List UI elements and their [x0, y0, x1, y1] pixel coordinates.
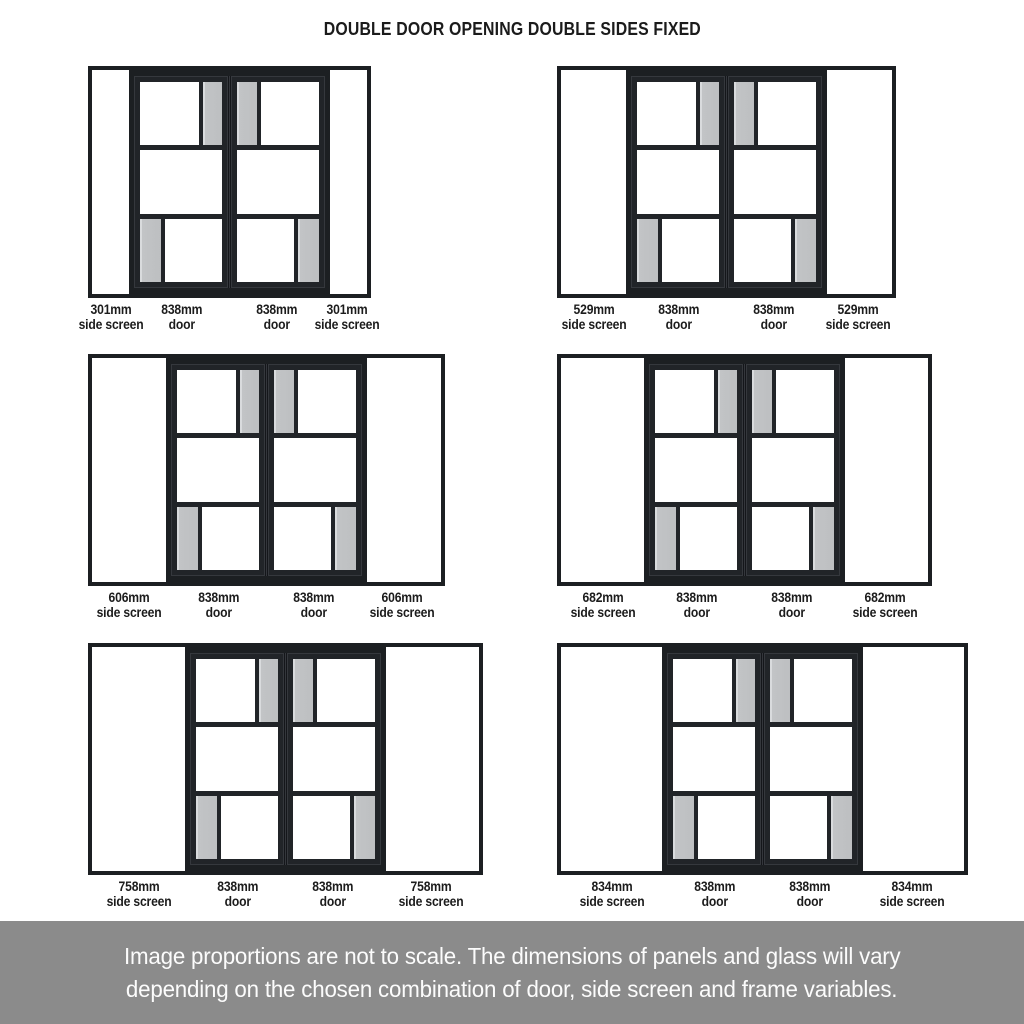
glass-row-bottom [177, 507, 259, 570]
type-text: side screen [852, 604, 918, 620]
type-text: side screen [579, 893, 645, 909]
glass-row-middle [293, 727, 375, 790]
dimension-labels [557, 880, 968, 909]
type-text: side screen [398, 893, 464, 909]
tinted-glass-pane [354, 796, 375, 859]
clear-glass-pane [776, 370, 835, 433]
diagram-682mm-configuration [557, 354, 932, 620]
diagram-529mm-configuration [557, 66, 896, 332]
door-label-cell [134, 303, 229, 332]
side-screen-dimension-label [370, 591, 435, 620]
tinted-glass-pane [293, 659, 313, 722]
glass-row-top [734, 82, 816, 145]
tinted-glass-pane [795, 219, 816, 282]
door-label-cell [229, 303, 324, 332]
tinted-glass-pane [655, 507, 676, 570]
door-leaf-right [764, 653, 858, 865]
side-screen-label-cell [361, 591, 444, 620]
door-label-cell [667, 880, 762, 909]
door-dimension-label [293, 591, 334, 620]
type-text: door [760, 316, 787, 332]
clear-glass-pane [637, 82, 696, 145]
clear-glass-pane [298, 370, 357, 433]
door-leaf-right [728, 76, 822, 288]
side-screen-dimension-label [97, 591, 162, 620]
mm-text: 838mm [216, 879, 258, 894]
side-screen-dimension-label [562, 303, 627, 332]
mm-text: 682mm [582, 590, 624, 605]
door-dimension-label [161, 303, 202, 332]
tinted-glass-pane [770, 659, 790, 722]
clear-glass-pane [165, 219, 222, 282]
tinted-glass-pane [637, 219, 658, 282]
type-text: door [319, 893, 346, 909]
tinted-glass-pane [203, 82, 223, 145]
side-screen-panel-left [561, 70, 626, 294]
dimension-labels [88, 880, 483, 909]
glass-row-middle [673, 727, 755, 790]
dimension-labels [78, 302, 380, 332]
clear-glass-pane [196, 727, 278, 790]
side-screen-panel-left [92, 70, 129, 294]
door-leaf-left [649, 364, 743, 576]
clear-glass-pane [698, 796, 755, 859]
door-label-cell [762, 880, 857, 909]
tinted-glass-pane [736, 659, 756, 722]
type-text: side screen [561, 316, 627, 332]
door-leaf-left [667, 653, 761, 865]
type-text: door [168, 316, 195, 332]
diagram-301mm-configuration [78, 66, 380, 332]
page-title-text: DOUBLE DOOR OPENING DOUBLE SIDES FIXED [323, 19, 701, 39]
tinted-glass-pane [734, 82, 754, 145]
type-text: door [300, 604, 327, 620]
door-dimension-label [676, 591, 717, 620]
side-screen-label-cell [78, 302, 144, 332]
diagram-834mm-configuration [557, 643, 968, 909]
mm-text: 838mm [693, 879, 735, 894]
clear-glass-pane [177, 438, 259, 501]
door-label-cell [631, 303, 726, 332]
type-text: door [665, 316, 692, 332]
diagram-758mm-configuration [88, 643, 483, 909]
tinted-glass-pane [298, 219, 319, 282]
clear-glass-pane [752, 438, 834, 501]
type-text: side screen [570, 604, 636, 620]
door-dimension-label [694, 880, 735, 909]
door-dimension-label [198, 591, 239, 620]
side-screen-panel-left [561, 358, 644, 582]
side-screen-dimension-label [571, 591, 636, 620]
type-text: door [796, 893, 823, 909]
tinted-glass-pane [274, 370, 294, 433]
glass-row-top [752, 370, 834, 433]
mm-text: 834mm [891, 879, 933, 894]
side-screen-label-cell [821, 303, 895, 332]
tinted-glass-pane [831, 796, 852, 859]
page-title [0, 19, 1024, 40]
clear-glass-pane [794, 659, 853, 722]
mm-text: 838mm [657, 302, 699, 317]
tinted-glass-pane [752, 370, 772, 433]
side-screen-panel-left [92, 358, 166, 582]
glass-row-middle [140, 150, 222, 213]
glass-row-middle [196, 727, 278, 790]
side-screen-panel-right [863, 647, 964, 871]
glass-row-top [274, 370, 356, 433]
door-leaf-left [171, 364, 265, 576]
type-text: door [205, 604, 232, 620]
tinted-glass-pane [718, 370, 738, 433]
double-door-unit [626, 70, 827, 294]
side-screen-label-cell [557, 880, 667, 909]
glass-row-middle [655, 438, 737, 501]
door-label-cell [285, 880, 380, 909]
glass-row-middle [734, 150, 816, 213]
door-leaf-right [746, 364, 840, 576]
footer-disclaimer-banner [0, 921, 1024, 1024]
glass-row-bottom [293, 796, 375, 859]
clear-glass-pane [637, 150, 719, 213]
door-label-cell [744, 591, 839, 620]
mm-text: 838mm [675, 590, 717, 605]
clear-glass-pane [177, 370, 236, 433]
dimension-labels [557, 303, 896, 332]
clear-glass-pane [752, 507, 809, 570]
side-screen-label-cell [88, 880, 190, 909]
glass-row-middle [274, 438, 356, 501]
glass-row-bottom [655, 507, 737, 570]
clear-glass-pane [202, 507, 259, 570]
type-text: side screen [78, 316, 144, 332]
tinted-glass-pane [240, 370, 260, 433]
mm-text: 838mm [160, 302, 202, 317]
type-text: side screen [97, 604, 162, 620]
glass-row-top [140, 82, 222, 145]
door-leaf-left [134, 76, 228, 288]
glass-row-bottom [196, 796, 278, 859]
side-screen-panel-left [92, 647, 185, 871]
type-text: side screen [314, 316, 380, 332]
clear-glass-pane [655, 370, 714, 433]
clear-glass-pane [758, 82, 817, 145]
clear-glass-pane [317, 659, 376, 722]
door-leaf-left [631, 76, 725, 288]
mm-text: 838mm [292, 590, 334, 605]
tinted-glass-pane [700, 82, 720, 145]
mm-text: 838mm [770, 590, 812, 605]
clear-glass-pane [662, 219, 719, 282]
clear-glass-pane [140, 150, 222, 213]
type-text: door [683, 604, 710, 620]
tinted-glass-pane [813, 507, 834, 570]
side-screen-dimension-label [826, 303, 891, 332]
tinted-glass-pane [237, 82, 257, 145]
side-screen-dimension-label [580, 880, 645, 909]
glass-row-middle [177, 438, 259, 501]
glass-row-bottom [673, 796, 755, 859]
clear-glass-pane [734, 150, 816, 213]
side-screen-dimension-label [79, 303, 144, 332]
glass-row-top [770, 659, 852, 722]
double-door-unit [185, 647, 386, 871]
tinted-glass-pane [259, 659, 279, 722]
side-screen-panel-right [827, 70, 892, 294]
diagram-606mm-configuration [88, 354, 445, 620]
side-screen-label-cell [557, 303, 631, 332]
door-dimension-label [753, 303, 794, 332]
clear-glass-pane [196, 659, 255, 722]
door-leaf-right [231, 76, 325, 288]
mm-text: 529mm [837, 302, 879, 317]
side-screen-dimension-label [315, 303, 380, 332]
mm-text: 834mm [591, 879, 633, 894]
glass-row-bottom [274, 507, 356, 570]
type-text: side screen [825, 316, 891, 332]
glass-row-bottom [734, 219, 816, 282]
clear-glass-pane [655, 438, 737, 501]
door-label-cell [649, 591, 744, 620]
door-label-cell [171, 591, 266, 620]
clear-glass-pane [680, 507, 737, 570]
clear-glass-pane [673, 727, 755, 790]
type-text: door [263, 316, 290, 332]
side-screen-panel-left [561, 647, 662, 871]
door-frame-assembly [557, 66, 896, 298]
disclaimer-line-2: depending on the chosen combination of door, side screen and frame variables. [126, 975, 898, 1002]
mm-text: 606mm [108, 590, 150, 605]
glass-row-bottom [237, 219, 319, 282]
disclaimer-line-1: Image proportions are not to scale. The dimensions of panels and glass will vary [123, 942, 901, 969]
door-dimension-label [217, 880, 258, 909]
type-text: door [778, 604, 805, 620]
door-frame-assembly [557, 643, 968, 875]
double-door-unit [129, 70, 330, 294]
clear-glass-pane [770, 727, 852, 790]
mm-text: 758mm [118, 879, 160, 894]
clear-glass-pane [237, 219, 294, 282]
dimension-labels [88, 591, 445, 620]
door-label-cell [266, 591, 361, 620]
glass-row-middle [237, 150, 319, 213]
side-screen-dimension-label [107, 880, 172, 909]
glass-row-bottom [752, 507, 834, 570]
side-screen-label-cell [88, 591, 171, 620]
side-screen-label-cell [557, 591, 649, 620]
tinted-glass-pane [673, 796, 694, 859]
glass-row-top [637, 82, 719, 145]
glass-row-bottom [770, 796, 852, 859]
door-dimension-label [771, 591, 812, 620]
glass-row-middle [752, 438, 834, 501]
tinted-glass-pane [196, 796, 217, 859]
glass-row-bottom [140, 219, 222, 282]
glass-row-top [177, 370, 259, 433]
mm-text: 301mm [90, 302, 132, 317]
glass-row-middle [637, 150, 719, 213]
mm-text: 606mm [381, 590, 423, 605]
tinted-glass-pane [177, 507, 198, 570]
type-text: side screen [370, 604, 435, 620]
clear-glass-pane [140, 82, 199, 145]
mm-text: 838mm [255, 302, 297, 317]
clear-glass-pane [261, 82, 320, 145]
mm-text: 529mm [573, 302, 615, 317]
glass-row-middle [770, 727, 852, 790]
mm-text: 838mm [311, 879, 353, 894]
mm-text: 838mm [788, 879, 830, 894]
door-dimension-label [658, 303, 699, 332]
tinted-glass-pane [140, 219, 161, 282]
double-door-unit [662, 647, 863, 871]
glass-row-top [655, 370, 737, 433]
mm-text: 301mm [326, 302, 368, 317]
clear-glass-pane [293, 796, 350, 859]
clear-glass-pane [673, 659, 732, 722]
side-screen-label-cell [857, 880, 967, 909]
side-screen-label-cell [380, 880, 482, 909]
double-door-unit [644, 358, 845, 582]
dimension-labels [557, 591, 932, 620]
glass-row-top [673, 659, 755, 722]
door-leaf-left [190, 653, 284, 865]
type-text: side screen [106, 893, 172, 909]
clear-glass-pane [237, 150, 319, 213]
clear-glass-pane [221, 796, 278, 859]
type-text: side screen [879, 893, 945, 909]
clear-glass-pane [293, 727, 375, 790]
door-dimension-label [312, 880, 353, 909]
glass-row-top [196, 659, 278, 722]
side-screen-dimension-label [853, 591, 918, 620]
side-screen-panel-right [386, 647, 479, 871]
type-text: door [701, 893, 728, 909]
double-door-unit [166, 358, 367, 582]
door-frame-assembly [88, 354, 445, 586]
mm-text: 758mm [410, 879, 452, 894]
glass-row-top [237, 82, 319, 145]
door-label-cell [190, 880, 285, 909]
door-label-cell [726, 303, 821, 332]
door-frame-assembly [88, 66, 371, 298]
door-dimension-label [789, 880, 830, 909]
side-screen-dimension-label [880, 880, 945, 909]
tinted-glass-pane [335, 507, 356, 570]
glass-row-bottom [637, 219, 719, 282]
mm-text: 838mm [197, 590, 239, 605]
side-screen-panel-right [845, 358, 928, 582]
glass-row-top [293, 659, 375, 722]
side-screen-label-cell [314, 302, 380, 332]
door-leaf-right [287, 653, 381, 865]
clear-glass-pane [770, 796, 827, 859]
door-frame-assembly [88, 643, 483, 875]
door-dimension-label [256, 303, 297, 332]
door-leaf-right [268, 364, 362, 576]
type-text: door [224, 893, 251, 909]
door-frame-assembly [557, 354, 932, 586]
clear-glass-pane [274, 507, 331, 570]
mm-text: 682mm [864, 590, 906, 605]
mm-text: 838mm [752, 302, 794, 317]
clear-glass-pane [734, 219, 791, 282]
clear-glass-pane [274, 438, 356, 501]
side-screen-panel-right [367, 358, 441, 582]
side-screen-panel-right [330, 70, 367, 294]
side-screen-dimension-label [399, 880, 464, 909]
side-screen-label-cell [839, 591, 931, 620]
